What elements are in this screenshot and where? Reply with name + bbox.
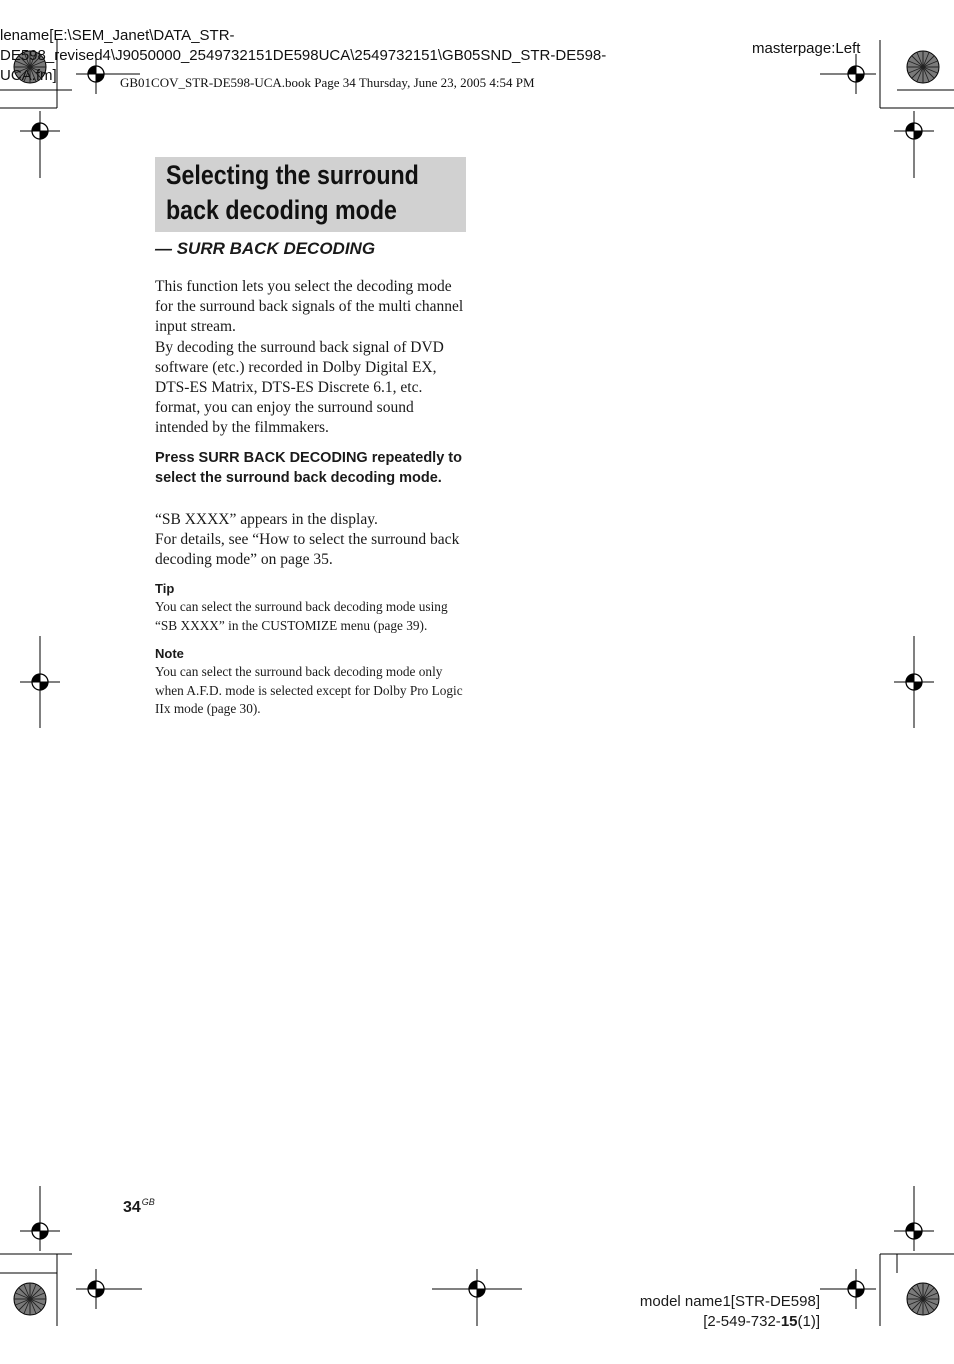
step-block [155, 449, 467, 488]
intro-paragraph-1: This function lets you select the decoding mode for the surround back signals of the multi channel input stream. [155, 278, 464, 336]
page-number [123, 1197, 155, 1217]
result-block [155, 510, 467, 571]
note-text: You can select the surround back decoding mode only when A.F.D. mode is selected except for Dolby Pro Logic IIx mode (page 30). [155, 664, 463, 717]
tip-heading: Tip [155, 581, 175, 596]
header-book-info: GB01COV_STR-DE598-UCA.book Page 34 Thursday, June 23, 2005 4:54 PM [120, 75, 535, 90]
result-text-1: “SB XXXX” appears in the display. [155, 511, 378, 528]
section-title [166, 158, 424, 228]
tip-text: You can select the surround back decoding mode using “SB XXXX” in the CUSTOMIZE menu (page 39). [155, 599, 448, 633]
footer-model-suffix: (1)] [797, 1313, 820, 1330]
footer-model-prefix: [2-549-732- [703, 1313, 781, 1330]
footer-model-line-1: model name1[STR-DE598] [639, 1293, 820, 1310]
intro-text [155, 277, 467, 439]
note-block [155, 646, 467, 719]
section-subtitle: — SURR BACK DECODING [155, 239, 376, 258]
tip-block [155, 581, 467, 635]
header-masterpage: masterpage:Left [752, 40, 861, 57]
page-number-suffix: GB [141, 1197, 155, 1207]
section-title-line-1: Selecting the surround [166, 160, 419, 190]
header-filename: lename[E:\SEM_Janet\DATA_STR-DE598_revised4\J9050000_2549732151DE598UCA\2549732151\GB05SND_STR-DE598-UCA.fm] [0, 27, 607, 84]
note-heading: Note [155, 646, 184, 661]
intro-paragraph-2: By decoding the surround back signal of DVD software (etc.) recorded in Dolby Digital EX, DTS-ES Matrix, DTS-ES Discrete 6.1, etc. format, you can enjoy the surround sound intended by the filmmakers. [155, 338, 444, 437]
step-instruction: Press SURR BACK DECODING repeatedly to select the surround back decoding mode. [155, 450, 462, 486]
page-number-value: 34 [123, 1199, 141, 1216]
footer-model-line-2 [600, 1312, 820, 1332]
footer-model-bold: 15 [780, 1313, 798, 1330]
footer-model-info [600, 1292, 820, 1332]
result-text-2: For details, see “How to select the surround back decoding mode” on page 35. [155, 531, 460, 569]
section-title-line-2: back decoding mode [166, 195, 397, 225]
